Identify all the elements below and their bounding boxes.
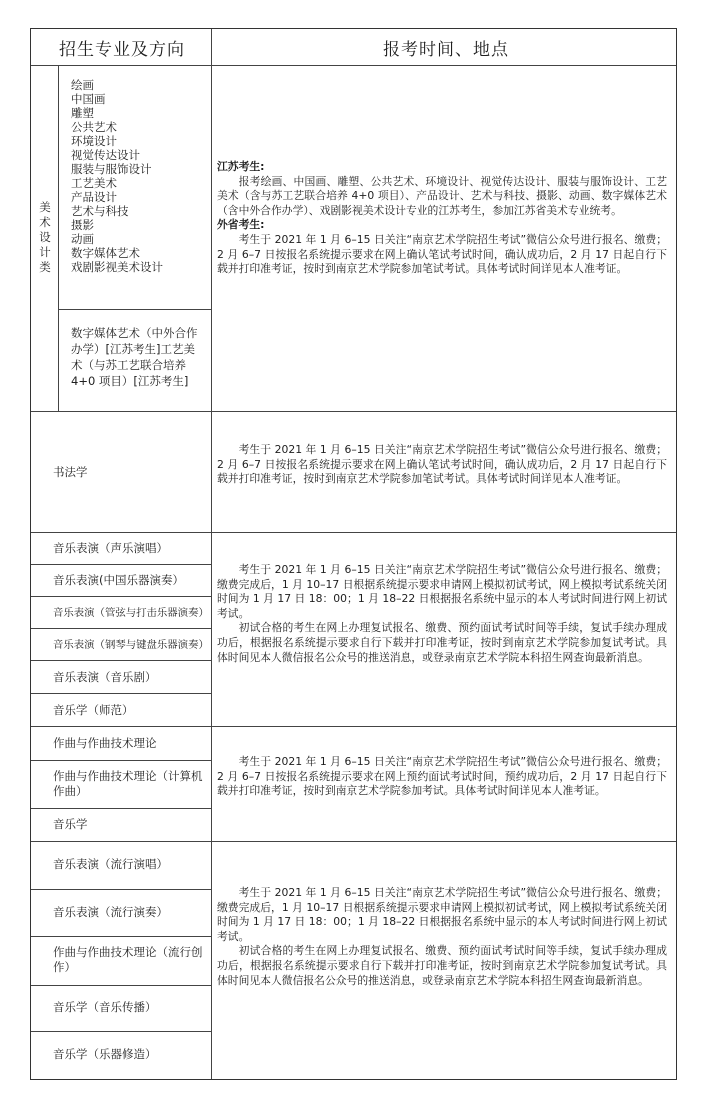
calligraphy-exam-text: 考生于 2021 年 1 月 6–15 日关注“南京艺术学院招生考试”微信公众号进行报名、缴费；2 月 6–7 日按报名系统提示要求在网上确认笔试考试时间，确认成功后，2 月 17 日起自行下载并打印准考证，按时到南京艺术学院参加笔试考试。具体考试时间详见本人准考证。 [217,443,667,486]
list-item: 艺术与科技 [71,204,129,218]
preliminary-exam-text: 考生于 2021 年 1 月 6–15 日关注“南京艺术学院招生考试”微信公众号进行报名、缴费；缴费完成后，1 月 10–17 日根据系统提示要求申请网上模拟初试考试，网上模拟考试系统关闭时间为 1 月 17 日 18：00；1 月 18–22 日根据报名系统中显示的本人考试时间进行网上初试考试。 [217,886,667,943]
table-row: 音乐学（师范） [53,703,134,717]
other-province-applicants-heading: 外省考生: [217,218,265,232]
table-row: 作曲与作曲技术理论（计算机作曲） [53,769,203,798]
category-fine-arts-design: 美术设计类 [39,200,51,274]
table-row: 音乐学（乐器修造） [53,1047,157,1061]
list-item: 环境设计 [71,134,117,148]
jiangsu-applicants-heading: 江苏考生: [217,160,265,173]
row-divider [31,532,676,533]
other-province-applicants-text: 考生于 2021 年 1 月 6–15 日关注“南京艺术学院招生考试”微信公众号进行报名、缴费；2 月 6–7 日按报名系统提示要求在网上确认笔试考试时间，确认成功后，2 月 17 日起自行下载并打印准考证，按时到南京艺术学院参加笔试考试。具体考试时间详见本人准考证。 [217,232,667,276]
row-divider [31,693,211,694]
fine-arts-major-list [71,78,163,274]
list-item: 视觉传达设计 [71,148,140,162]
popular-music-exam-info [217,886,667,988]
list-item: 戏剧影视美术设计 [71,260,163,274]
row-divider [31,936,211,937]
table-row: 音乐学（音乐传播） [53,1000,157,1014]
preliminary-exam-text: 考生于 2021 年 1 月 6–15 日关注“南京艺术学院招生考试”微信公众号进行报名、缴费；缴费完成后，1 月 10–17 日根据系统提示要求申请网上模拟初试考试，网上模拟考试系统关闭时间为 1 月 17 日 18：00；1 月 18–22 日根据报名系统中显示的本人考试时间进行网上初试考试。 [217,563,667,620]
table-row: 作曲与作曲技术理论 [53,736,157,750]
row-divider [31,564,211,565]
table-row: 音乐表演（流行演唱） [53,857,168,871]
second-round-exam-text: 初试合格的考生在网上办理复试报名、缴费、预约面试考试时间等手续，复试手续办理成功后，根据报名系统提示要求自行下载并打印准考证，按时到南京艺术学院参加复试考试。具体时间见本人微信报名公众号的推送消息，或登录南京艺术学院本科招生网查询最新消息。 [217,621,667,664]
major-calligraphy: 书法学 [53,465,88,479]
row-divider [31,628,211,629]
list-item: 摄影 [71,218,94,232]
admissions-table [30,28,677,1080]
list-item: 公共艺术 [71,120,117,134]
row-divider [31,889,211,890]
row-divider [31,726,676,727]
row-divider [31,841,676,842]
list-item: 工艺美术 [71,176,117,190]
calligraphy-exam-info [217,443,667,487]
table-row: 音乐学 [53,817,88,831]
list-item: 动画 [71,232,94,246]
table-row: 音乐表演（流行演奏） [53,905,168,919]
column-divider [211,29,212,1079]
row-divider [31,1031,211,1032]
row-divider [31,596,211,597]
table-row: 作曲与作曲技术理论（流行创作） [53,945,203,974]
table-row: 音乐表演(中国乐器演奏） [53,573,184,587]
table-row: 音乐表演（音乐剧） [53,670,157,684]
fine-arts-exam-info [217,160,667,277]
row-divider [31,808,211,809]
row-divider [31,65,676,66]
table-row: 音乐表演（钢琴与键盘乐器演奏） [53,639,209,651]
list-item: 数字媒体艺术 [71,246,140,260]
composition-exam-info [217,755,667,799]
list-item: 中国画 [71,92,106,106]
jiangsu-applicants-text: 报考绘画、中国画、雕塑、公共艺术、环境设计、视觉传达设计、服装与服饰设计、工艺美术（含与苏工艺联合培养 4+0 项目）、产品设计、艺术与科技、摄影、动画、数字媒体艺术（含中外合作办学）、戏剧影视美术设计专业的江苏考生，参加江苏省美术专业统考。 [217,174,667,217]
list-item: 服装与服饰设计 [71,162,152,176]
list-item: 绘画 [71,78,94,92]
composition-exam-text: 考生于 2021 年 1 月 6–15 日关注“南京艺术学院招生考试”微信公众号进行报名、缴费；2 月 6–7 日按报名系统提示要求在网上预约面试考试时间，预约成功后，2 月 17 日起自行下载并打印准考证，按时到南京艺术学院参加考试。具体考试时间详见本人准考证。 [217,755,667,798]
table-row: 音乐表演（管弦与打击乐器演奏） [53,607,209,619]
row-divider [31,411,676,412]
row-divider [31,660,211,661]
category-divider [58,65,59,411]
row-divider [31,985,211,986]
list-item: 产品设计 [71,190,117,204]
second-round-exam-text: 初试合格的考生在网上办理复试报名、缴费、预约面试考试时间等手续，复试手续办理成功后，根据报名系统提示要求自行下载并打印准考证，按时到南京艺术学院参加复试考试。具体时间见本人微信报名公众号的推送消息，或登录南京艺术学院本科招生网查询最新消息。 [217,944,667,987]
header-exam-time-place: 报考时间、地点 [383,40,509,60]
fine-arts-special-majors: 数字媒体艺术（中外合作办学）[江苏考生]工艺美术（与苏工艺联合培养 4+0 项目）[江苏考生] [71,326,198,388]
row-divider [58,309,211,310]
row-divider [31,760,211,761]
list-item: 雕塑 [71,106,94,120]
music-performance-exam-info [217,563,667,665]
table-row: 音乐表演（声乐演唱） [53,541,168,555]
header-majors: 招生专业及方向 [59,40,185,60]
